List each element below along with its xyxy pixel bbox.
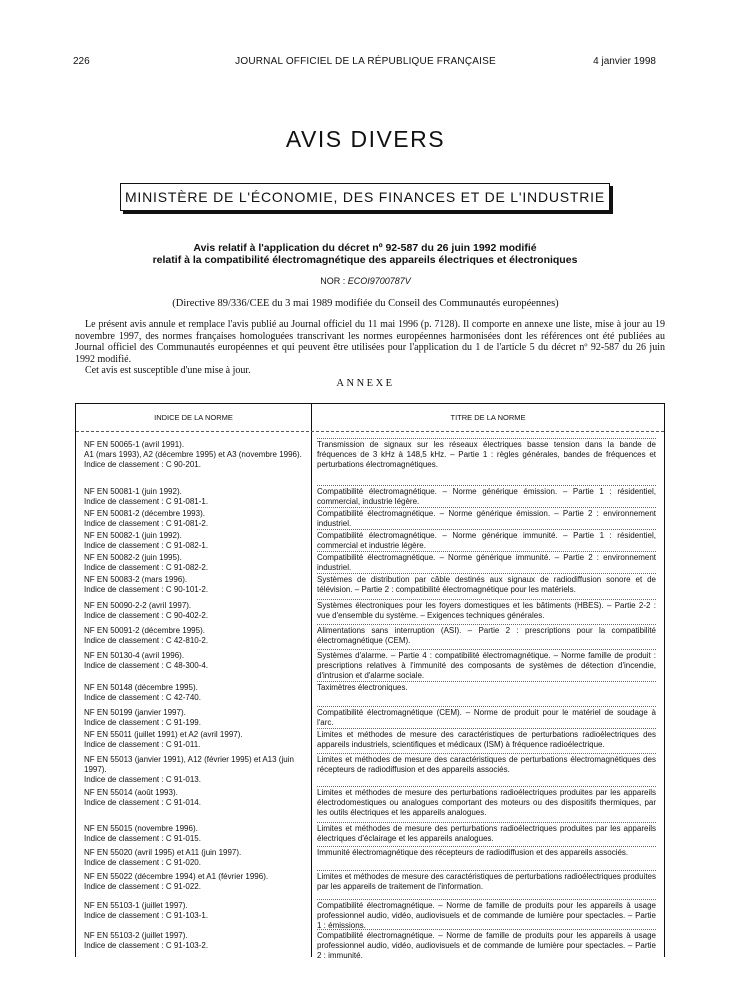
row-rule [317,753,656,754]
intro-paragraph-2: Cet avis est susceptible d'une mise à jour. [85,365,251,376]
intro-text [75,319,665,377]
norm-index-cell: NF EN 50081-2 (décembre 1993). Indice de classement : C 91-081-2. [84,509,209,528]
journal-title: JOURNAL OFFICIEL DE LA RÉPUBLIQUE FRANÇAISE [235,56,496,67]
ministry-name: MINISTÈRE DE L'ÉCONOMIE, DES FINANCES ET DE L'INDUSTRIE [124,189,606,205]
norm-index-cell: NF EN 50130-4 (avril 1996). Indice de classement : C 48-300-4. [84,651,209,670]
norm-index-cell: NF EN 50083-2 (mars 1996). Indice de classement : C 90-101-2. [84,575,209,594]
directive-reference: (Directive 89/336/CEE du 3 mai 1989 modifiée du Conseil des Communautés européennes) [172,298,559,309]
annexe-title: ANNEXE [336,378,395,389]
norm-title-cell: Compatibilité électromagnétique. – Norme de famille de produits pour les appareils à usage professionnel audio, vidéo, audiovisuels et de commande de lumière pour spectacles. – Partie 2 : immunité. [317,931,656,960]
norm-title-cell: Compatibilité électromagnétique. – Norme générique émission. – Partie 1 : résidentiel, commercial, industrie légère. [317,487,656,506]
column-divider [311,404,312,957]
avis-title-line-2: relatif à la compatibilité électromagnétique des appareils électriques et électroniques [152,254,578,266]
norm-index-cell: NF EN 55015 (novembre 1996). Indice de classement : C 91-015. [84,824,201,843]
norm-index-cell: NF EN 55103-2 (juillet 1997). Indice de classement : C 91-103-2. [84,931,209,950]
norm-index-cell: NF EN 50090-2-2 (avril 1997). Indice de classement : C 90-402-2. [84,601,209,620]
intro-paragraph-1: Le présent avis annule et remplace l'avis publié au Journal officiel du 11 mai 1996 (p. 7128). Il comporte en annexe une liste, mise à jour au 19 novembre 1997, des normes françaises homologuées transcrivant les normes européennes harmonisées dont les références ont été publiées au Journal officiel des Communautés européennes et qui peuvent être utilisées pour l'application du 1 de l'article 5 du décret nº 92-587 du 26 juin 1992 modifié. [75,319,665,365]
page-number: 226 [73,56,90,67]
row-rule [317,870,656,871]
row-rule [317,624,656,625]
norm-index-cell: NF EN 55014 (août 1993). Indice de classement : C 91-014. [84,788,201,807]
row-rule [317,728,656,729]
norm-title-cell: Taximètres électroniques. [317,683,408,692]
row-rule [317,551,656,552]
norm-index-cell: NF EN 55020 (avril 1995) et A11 (juin 1997). Indice de classement : C 91-020. [84,848,242,867]
row-rule [317,786,656,787]
row-rule [317,706,656,707]
avis-title [110,242,620,266]
section-title: AVIS DIVERS [285,126,446,152]
norm-index-cell: NF EN 50091-2 (décembre 1995). Indice de classement : C 42-810-2. [84,626,209,645]
norm-index-cell: NF EN 50081-1 (juin 1992). Indice de classement : C 91-081-1. [84,487,209,506]
row-rule [317,649,656,650]
row-rule [317,485,656,486]
nor-label: NOR : [320,276,346,286]
norm-title-cell: Limites et méthodes de mesure des perturbations radioélectriques produites par les appareils électriques d'éclairage et les appareils analogues. [317,824,656,843]
row-rule [317,507,656,508]
norm-index-cell: NF EN 55013 (janvier 1991), A12 (février 1995) et A13 (juin 1997). Indice de classement : C 91-013. [84,755,294,784]
norm-title-cell: Limites et méthodes de mesure des perturbations radioélectriques produites par les appareils électrodomestiques ou analogues comportant des moteurs ou des dispositifs thermiques, par les outils électriques et les appareils analogues. [317,788,656,817]
issue-date: 4 janvier 1998 [593,56,656,67]
row-rule [317,899,656,900]
ministry-heading [120,183,610,211]
row-rule [317,822,656,823]
norm-index-cell: NF EN 50082-2 (juin 1995). Indice de classement : C 91-082-2. [84,553,209,572]
norm-index-cell: NF EN 55022 (décembre 1994) et A1 (février 1996). Indice de classement : C 91-022. [84,872,269,891]
norm-index-cell: NF EN 50065-1 (avril 1991). A1 (mars 1993), A2 (décembre 1995) et A3 (novembre 1996). Indice de classement : C 90-201. [84,440,302,469]
row-rule [317,929,656,930]
norm-title-cell: Limites et méthodes de mesure des caractéristiques de perturbations électromagnétiques des récepteurs de radiodiffusion et des appareils associés. [317,755,656,774]
norm-title-cell: Systèmes de distribution par câble destinés aux signaux de radiodiffusion sonore et de télévision. – Partie 2 : compatibilité électromagnétique pour les matériels. [317,575,656,594]
norm-title-cell: Systèmes d'alarme. – Partie 4 : compatibilité électromagnétique. – Norme famille de produit : prescriptions relatives à l'immunité des composants de systèmes de détection d'incendie, d'intrusion et d'alarme sociale. [317,651,656,680]
row-rule [317,846,656,847]
row-rule [317,599,656,600]
norm-index-cell: NF EN 50199 (janvier 1997). Indice de classement : C 91-199. [84,708,201,727]
norm-title-cell: Systèmes électroniques pour les foyers domestiques et les bâtiments (HBES). – Partie 2-2 : vue d'ensemble du système. – Exigences techniques générales. [317,601,656,620]
standards-table [75,403,665,960]
norm-title-cell: Compatibilité électromagnétique. – Norme générique immunité. – Partie 2 : environnement industriel. [317,553,656,572]
norm-title-cell: Limites et méthodes de mesure des caractéristiques de perturbations radioélectriques des appareils industriels, scientifiques et médicaux (ISM) à fréquence radioélectrique. [317,730,656,749]
norm-title-cell: Immunité électromagnétique des récepteurs de radiodiffusion et des appareils associés. [317,848,629,857]
header-titre: TITRE DE LA NORME [450,413,526,422]
header-rule [76,431,664,432]
norm-title-cell: Compatibilité électromagnétique. – Norme de famille de produits pour les appareils à usage professionnel audio, vidéo, audiovisuels et de commande de lumière pour spectacles. – Partie 1 : émissions. [317,901,656,930]
row-rule [317,681,656,682]
norm-index-cell: NF EN 50082-1 (juin 1992). Indice de classement : C 91-082-1. [84,531,209,550]
norm-index-cell: NF EN 55011 (juillet 1991) et A2 (avril 1997). Indice de classement : C 91-011. [84,730,243,749]
norm-title-cell: Alimentations sans interruption (ASI). – Partie 2 : prescriptions pour la compatibilité électromagnétique (CEM). [317,626,656,645]
row-rule [317,529,656,530]
nor-reference [0,276,731,286]
row-rule [317,438,656,439]
norm-index-cell: NF EN 55103-1 (juillet 1997). Indice de classement : C 91-103-1. [84,901,209,920]
norm-title-cell: Compatibilité électromagnétique (CEM). – Norme de produit pour le matériel de soudage à l'arc. [317,708,656,727]
norm-title-cell: Transmission de signaux sur les réseaux électriques basse tension dans la bande de fréquences de 3 kHz à 148,5 kHz. – Partie 1 : règles générales, bandes de fréquences et perturbations électromagnétiques. [317,440,656,469]
norm-title-cell: Compatibilité électromagnétique. – Norme générique immunité. – Partie 1 : résidentiel, commercial et industrie légère. [317,531,656,550]
norm-index-cell: NF EN 50148 (décembre 1995). Indice de classement : C 42-740. [84,683,201,702]
avis-title-line-1: Avis relatif à l'application du décret nº 92-587 du 26 juin 1992 modifié [193,242,537,254]
norm-title-cell: Compatibilité électromagnétique. – Norme générique émission. – Partie 2 : environnement industriel. [317,509,656,528]
nor-value: ECOI9700787V [347,276,411,286]
norm-title-cell: Limites et méthodes de mesure des caractéristiques de perturbations radioélectriques produites par les appareils de traitement de l'information. [317,872,656,891]
header-indice: INDICE DE LA NORME [154,413,233,422]
row-rule [317,573,656,574]
